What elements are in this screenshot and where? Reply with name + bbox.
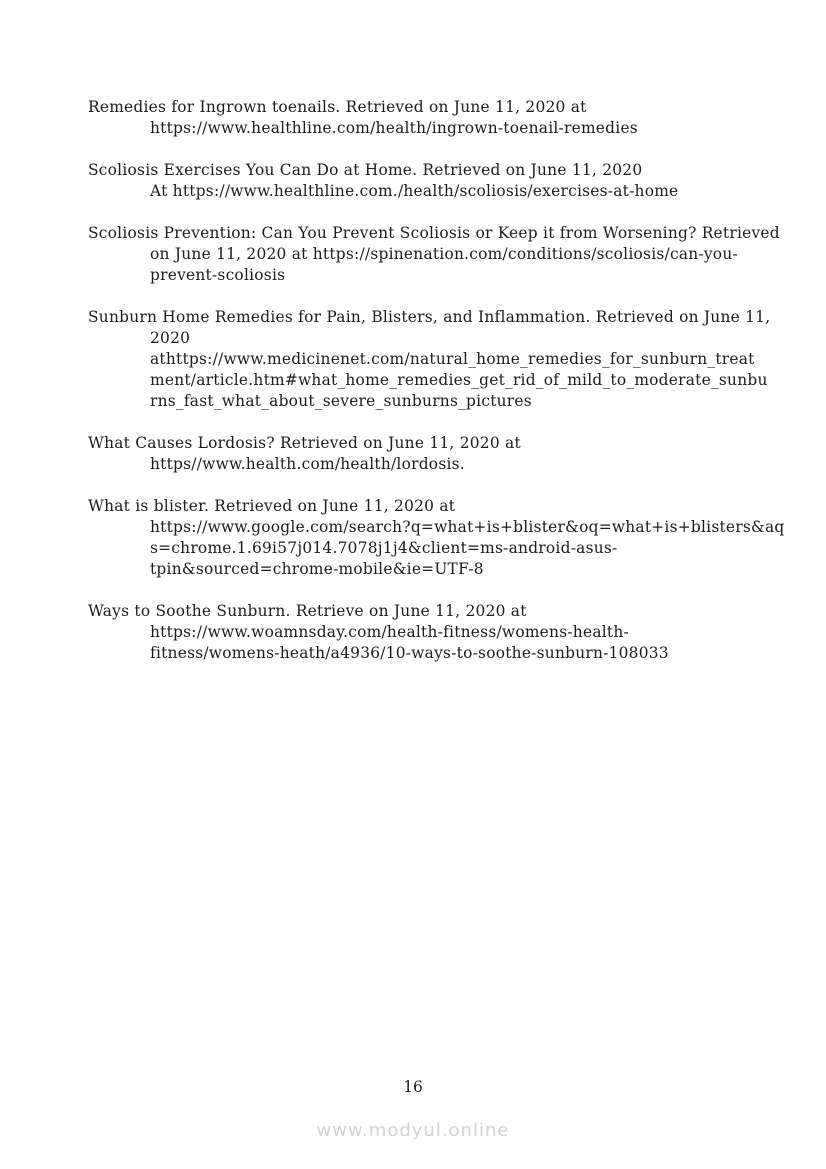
reference-continuation-line: https//www.health.com/health/lordosis.: [150, 455, 465, 473]
reference-continuation-line: fitness/womens-heath/a4936/10-ways-to-soothe-sunburn-108033: [150, 644, 669, 662]
reference-continuation-line: on June 11, 2020 at https://spinenation.com/conditions/scoliosis/can-you-: [150, 245, 738, 263]
reference-continuation-line: At https://www.healthline.com./health/scoliosis/exercises-at-home: [150, 182, 679, 200]
reference-first-line: Ways to Soothe Sunburn. Retrieve on June 11, 2020 at: [88, 602, 527, 620]
reference-continuation-line: https://www.healthline.com/health/ingrown-toenail-remedies: [150, 119, 638, 137]
reference-continuation-line: ment/article.htm#what_home_remedies_get_rid_of_mild_to_moderate_sunbu: [150, 371, 768, 389]
reference-first-line: Remedies for Ingrown toenails. Retrieved on June 11, 2020 at: [88, 98, 587, 116]
reference-entry: [88, 601, 778, 664]
reference-first-line: What Causes Lordosis? Retrieved on June 11, 2020 at: [88, 434, 521, 452]
reference-entry: [88, 307, 778, 412]
references-list: [88, 97, 785, 685]
reference-first-line: Sunburn Home Remedies for Pain, Blisters, and Inflammation. Retrieved on June 11,: [88, 308, 771, 326]
reference-continuation-line: rns_fast_what_about_severe_sunburns_pictures: [150, 392, 532, 410]
reference-continuation-line: https://www.google.com/search?q=what+is+blister&oq=what+is+blisters&aq: [150, 518, 785, 536]
reference-entry: [88, 97, 778, 139]
reference-continuation-line: prevent-scoliosis: [150, 266, 286, 284]
reference-continuation-line: tpin&sourced=chrome-mobile&ie=UTF-8: [150, 560, 484, 578]
reference-first-line: Scoliosis Prevention: Can You Prevent Scoliosis or Keep it from Worsening? Retrieved: [88, 224, 780, 242]
reference-continuation-line: https://www.woamnsday.com/health-fitness/womens-health-: [150, 623, 629, 641]
reference-first-line: What is blister. Retrieved on June 11, 2020 at: [88, 497, 456, 515]
page-number: 16: [403, 1078, 423, 1096]
reference-entry: [88, 160, 778, 202]
reference-first-line: Scoliosis Exercises You Can Do at Home. Retrieved on June 11, 2020: [88, 161, 643, 179]
reference-continuation-line: s=chrome.1.69i57j014.7078j1j4&client=ms-android-asus-: [150, 539, 618, 557]
reference-entry: [88, 433, 778, 475]
reference-continuation-line: athttps://www.medicinenet.com/natural_home_remedies_for_sunburn_treat: [150, 350, 755, 368]
watermark: www.modyul.online: [316, 1120, 510, 1141]
reference-continuation-line: 2020: [150, 329, 191, 347]
reference-entry: [88, 496, 785, 580]
reference-entry: [88, 223, 778, 286]
